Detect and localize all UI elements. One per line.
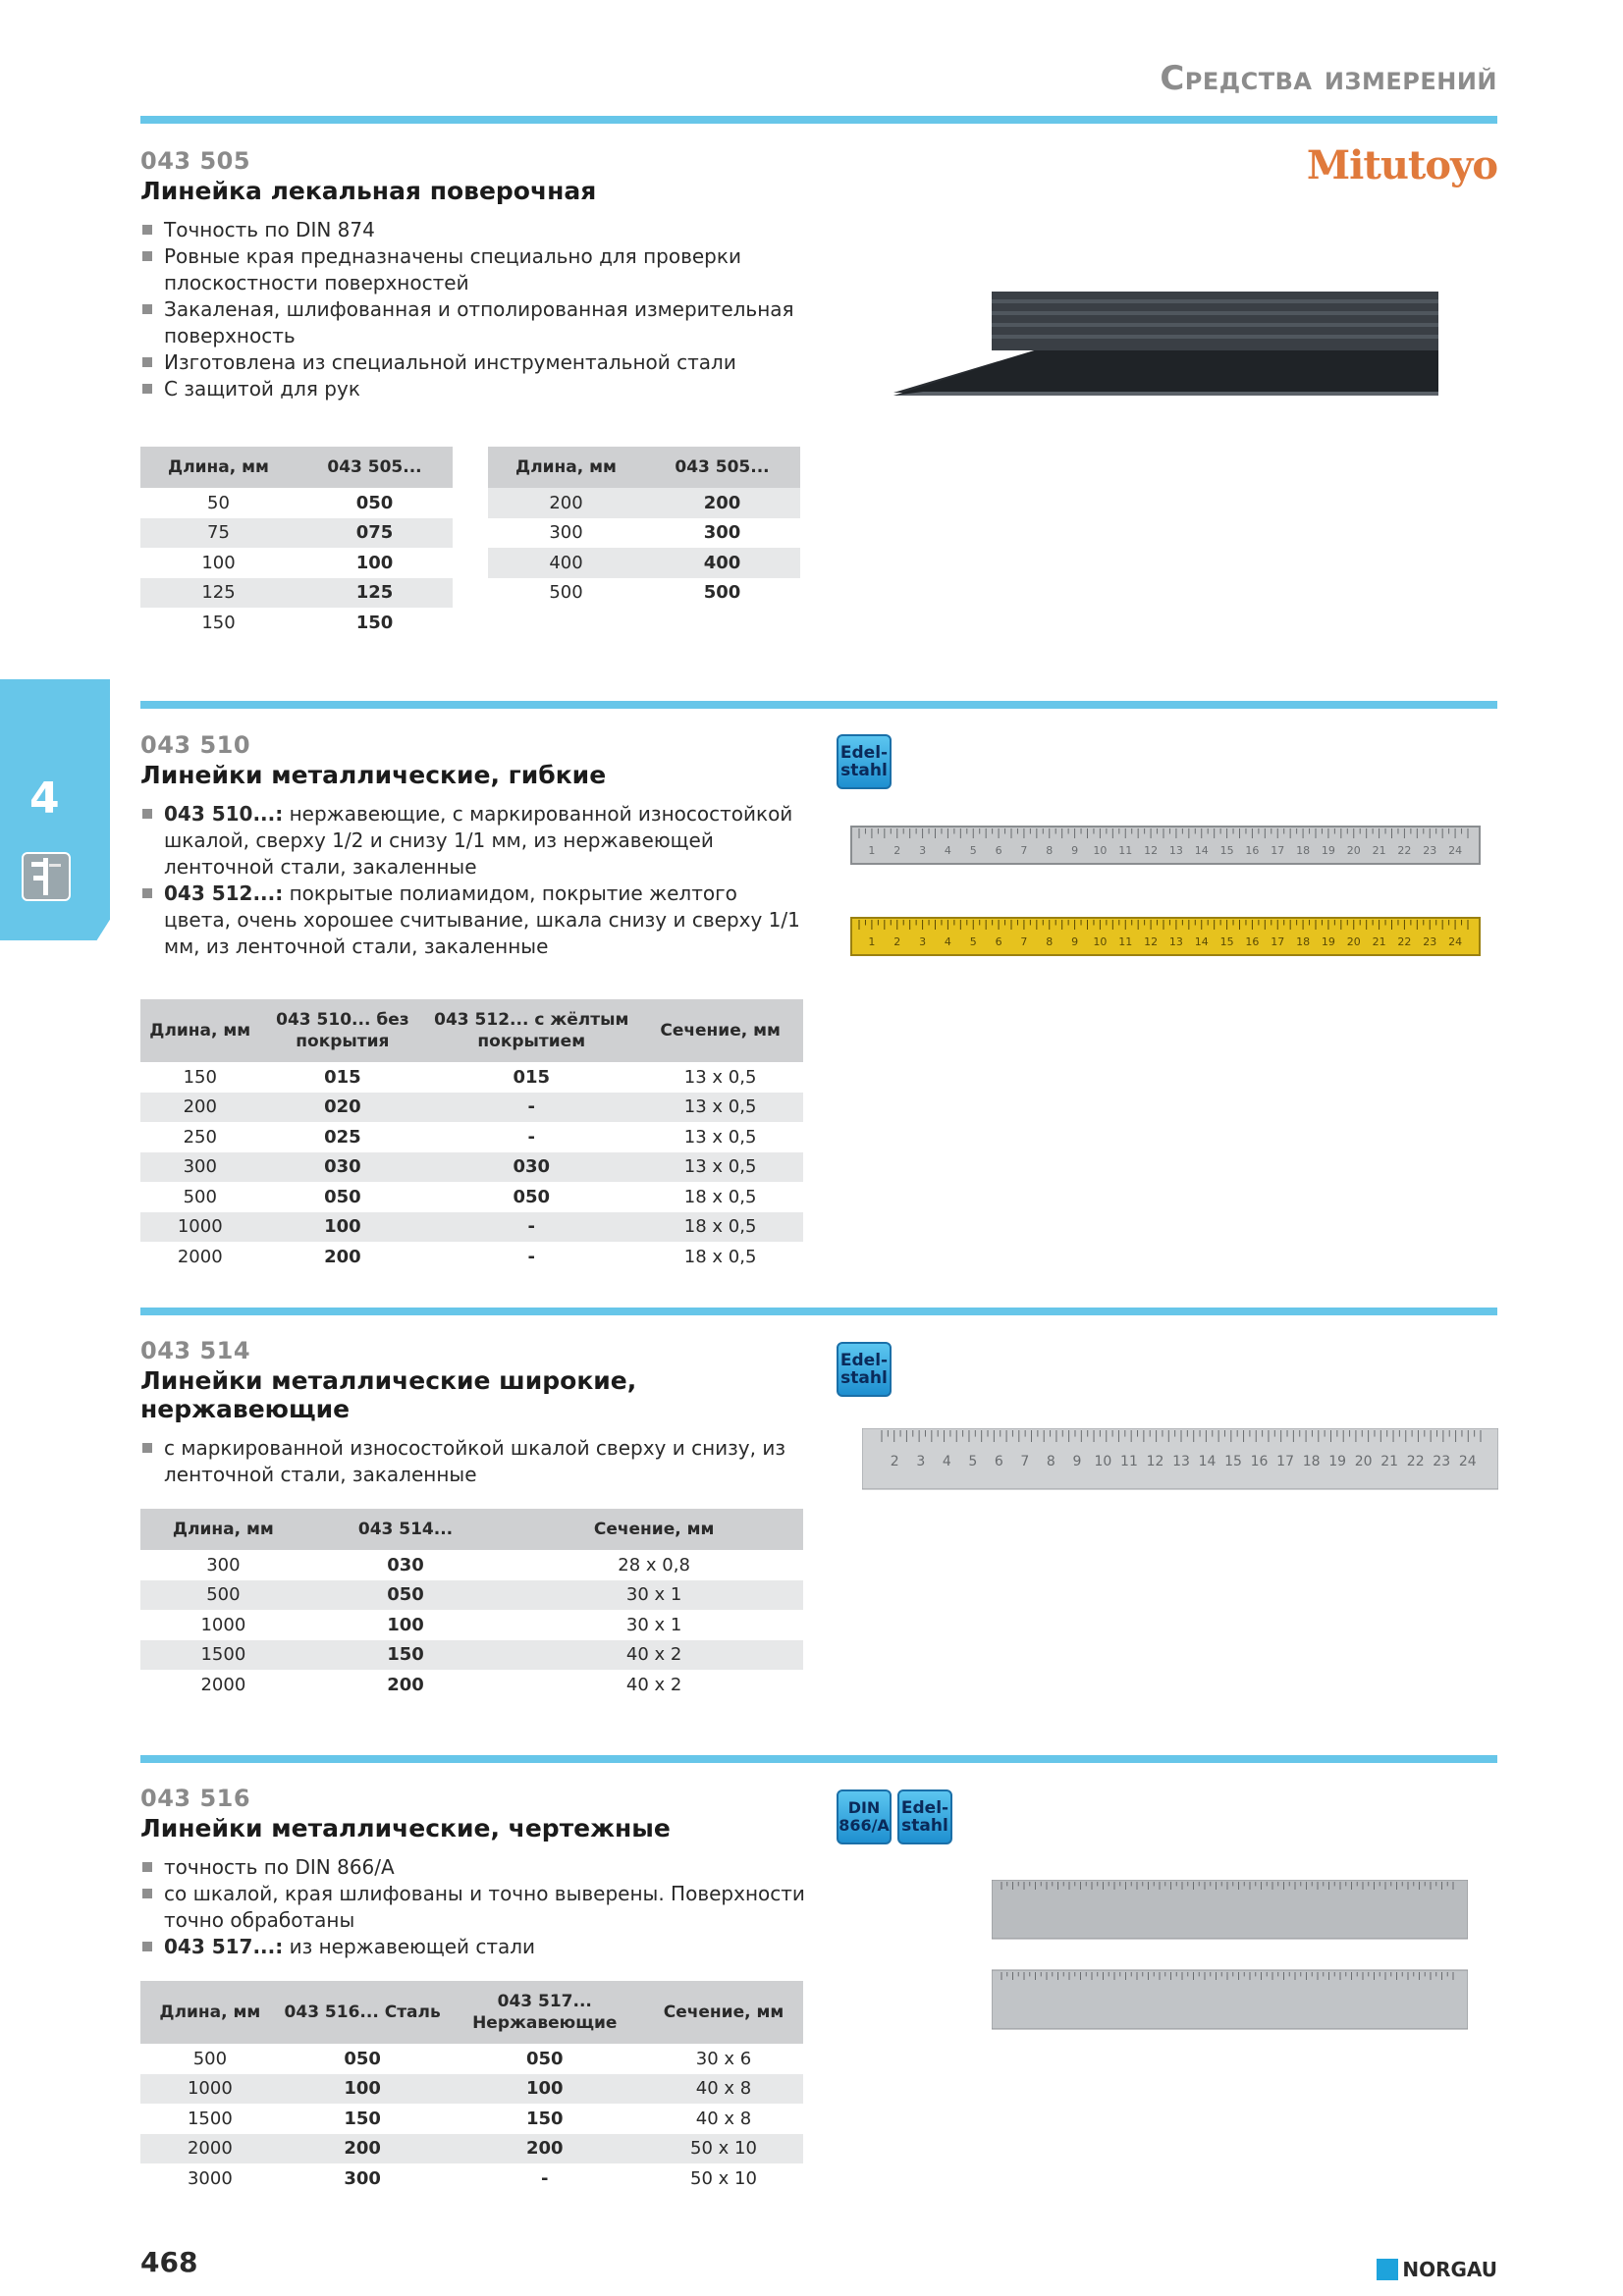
ruler-number: 16 <box>1250 1454 1269 1469</box>
table-cell: 1500 <box>140 1640 306 1671</box>
feature-item <box>140 1934 808 1960</box>
table-cell: 100 <box>387 1614 424 1635</box>
table-cell: 030 <box>387 1554 424 1575</box>
feature-item: Закаленая, шлифованная и отполированная измерительная поверхность <box>140 296 828 349</box>
caliper-icon <box>22 852 71 901</box>
ruler-number: 11 <box>1120 1454 1138 1469</box>
ruler-number: 16 <box>1245 844 1260 857</box>
wide-ruler-image <box>862 1428 1498 1491</box>
ruler-number: 9 <box>1071 935 1079 948</box>
ruler-number: 3 <box>919 844 927 857</box>
ruler-number: 2 <box>893 844 901 857</box>
feature-item <box>140 881 808 960</box>
section-043-505 <box>140 147 828 402</box>
table-row <box>140 2074 803 2105</box>
chapter-number: 4 <box>29 774 60 824</box>
table-cell: 500 <box>192 2048 228 2069</box>
table-cell: 050 <box>513 1186 551 1207</box>
cell-code: 400 <box>644 548 800 578</box>
table-cell: 1000 <box>140 1212 260 1243</box>
ruler-number: 4 <box>944 844 951 857</box>
table-cell: 30 x 1 <box>625 1614 682 1635</box>
ruler-number: 7 <box>1020 844 1028 857</box>
table-row <box>140 548 453 578</box>
ruler-number: 12 <box>1144 844 1159 857</box>
ruler-number: 23 <box>1433 1454 1451 1469</box>
ruler-number: 2 <box>890 1454 899 1469</box>
feature-text: покрытые полиамидом, покрытие желтого цвета, очень хорошее считывание, шкала снизу и сверху 1/1 мм, из ленточной стали, закаленные <box>164 881 800 958</box>
edelstahl-badge: Edel- stahl <box>837 734 892 789</box>
table-cell: 50 x 10 <box>690 2167 757 2189</box>
table-row <box>140 2104 803 2134</box>
cell-length: 150 <box>201 612 236 633</box>
cell-length: 50 <box>207 492 230 513</box>
cell-code: 100 <box>355 552 394 573</box>
table-cell: 150 <box>306 1640 506 1671</box>
header-rule <box>140 116 1497 124</box>
cell-code: 200 <box>644 488 800 518</box>
feature-item: с маркированной износостойкой шкалой сверху и снизу, из ленточной стали, закаленные <box>140 1435 808 1488</box>
product-code: 043 514 <box>140 1337 251 1364</box>
ruler-number: 10 <box>1094 1454 1112 1469</box>
table-row <box>140 1550 803 1580</box>
table-row <box>140 2163 803 2194</box>
section-rule <box>140 1308 1497 1315</box>
table-cell: 3000 <box>187 2167 233 2189</box>
table-row <box>140 518 453 549</box>
ruler-number: 21 <box>1372 935 1386 948</box>
cell-length: 200 <box>488 488 644 518</box>
table-cell: 015 <box>513 1066 551 1088</box>
cell-code: 300 <box>703 522 741 544</box>
ruler-number: 6 <box>995 844 1002 857</box>
col-header: 043 517... Нержавеющие <box>446 1981 645 2044</box>
ruler-number: 19 <box>1321 935 1335 948</box>
table-cell: 2000 <box>200 1674 246 1695</box>
feature-code: 043 512...: <box>164 881 284 905</box>
ruler-number: 1 <box>868 935 876 948</box>
feature-item: со шкалой, края шлифованы и точно выверены. Поверхности точно обработаны <box>140 1881 808 1934</box>
ruler-number: 13 <box>1168 844 1183 857</box>
cell-length: 500 <box>549 582 583 604</box>
cell-code: 500 <box>703 582 741 604</box>
table-cell: 030 <box>425 1152 637 1183</box>
table-row <box>140 1640 803 1671</box>
col-header: Сечение, мм <box>644 1981 803 2044</box>
table-row <box>140 1122 803 1152</box>
ruler-number: 20 <box>1346 844 1361 857</box>
ruler-number: 4 <box>942 1454 951 1469</box>
ruler-number: 24 <box>1458 1454 1477 1469</box>
col-header: Сечение, мм <box>505 1509 803 1550</box>
ruler-number: 8 <box>1046 1454 1055 1469</box>
table-cell: 50 x 10 <box>644 2134 803 2164</box>
col-header: 043 516... Сталь <box>280 1981 446 2044</box>
table-cell: 250 <box>183 1126 217 1148</box>
ruler-number: 14 <box>1198 1454 1217 1469</box>
edelstahl-badge: Edel- stahl <box>837 1342 892 1397</box>
ruler-number: 6 <box>995 935 1002 948</box>
table-cell: 300 <box>140 1152 260 1183</box>
table-row <box>140 1152 803 1183</box>
cell-length: 125 <box>140 578 297 609</box>
drawing-rulers-image <box>992 1880 1468 2037</box>
table-cell: 500 <box>183 1186 217 1207</box>
ruler-number: 24 <box>1448 844 1463 857</box>
table-cell: 40 x 8 <box>695 2108 752 2129</box>
cell-code: 075 <box>297 518 453 549</box>
flexible-rulers-image <box>849 825 1483 972</box>
ruler-number: 21 <box>1372 844 1386 857</box>
section-rule <box>140 701 1497 709</box>
col-header: Длина, мм <box>140 1981 280 2044</box>
table-cell: 100 <box>280 2074 446 2105</box>
product-title: Линейки металлические, чертежные <box>140 1814 671 1842</box>
table-cell: 300 <box>206 1554 241 1575</box>
ruler-number: 14 <box>1194 935 1209 948</box>
table-cell: 2000 <box>177 1246 223 1267</box>
section-043-514 <box>140 1337 808 1488</box>
col-header: Длина, мм <box>488 447 644 488</box>
product-code: 043 510 <box>140 731 251 759</box>
ruler-number: 4 <box>944 935 951 948</box>
ruler-number: 19 <box>1321 844 1335 857</box>
table-row <box>488 578 800 609</box>
feature-item: Ровные края предназначены специально для проверки плоскостности поверхностей <box>140 243 828 296</box>
table-cell: 200 <box>324 1246 361 1267</box>
ruler-number: 20 <box>1346 935 1361 948</box>
table-cell: 150 <box>525 2108 564 2129</box>
product-title: Линейка лекальная поверочная <box>140 177 597 205</box>
ruler-number: 5 <box>969 844 977 857</box>
table-row <box>140 1580 803 1611</box>
ruler-number: 5 <box>968 1454 978 1469</box>
table-row <box>140 1212 803 1243</box>
col-header: 043 512... с жёлтым покрытием <box>425 999 637 1062</box>
table-cell: 050 <box>324 1186 361 1207</box>
ruler-number: 15 <box>1224 1454 1242 1469</box>
mitutoyo-logo: Mitutoyo <box>1306 142 1497 188</box>
ruler-number: 18 <box>1296 844 1311 857</box>
ruler-number: 18 <box>1296 935 1311 948</box>
section-rule <box>140 1755 1497 1763</box>
feature-item: С защитой для рук <box>140 376 828 402</box>
table-cell: 1500 <box>187 2108 233 2129</box>
table-cell: 050 <box>525 2048 564 2069</box>
ruler-number: 12 <box>1144 935 1159 948</box>
cell-length: 400 <box>488 548 644 578</box>
table-cell: 18 x 0,5 <box>683 1186 757 1207</box>
col-header: Длина, мм <box>140 447 297 488</box>
table-cell: - <box>527 1126 535 1148</box>
feature-item <box>140 801 808 881</box>
table-cell: 200 <box>446 2134 645 2164</box>
ruler-number: 7 <box>1020 935 1028 948</box>
cell-length: 100 <box>201 552 236 573</box>
feature-code: 043 510...: <box>164 802 284 826</box>
table-row <box>140 1062 803 1093</box>
norgau-logo <box>1377 2258 1497 2281</box>
table-cell: - <box>425 1212 637 1243</box>
product-code: 043 505 <box>140 147 251 175</box>
table-cell: 40 x 2 <box>625 1674 682 1695</box>
ruler-number: 13 <box>1168 935 1183 948</box>
ruler-number: 17 <box>1276 1454 1295 1469</box>
feature-list <box>140 801 808 960</box>
section-043-516 <box>140 1785 808 1960</box>
table-cell: 200 <box>387 1674 424 1695</box>
table-row <box>140 1670 803 1700</box>
table-row <box>140 2134 803 2164</box>
col-header: Сечение, мм <box>637 999 803 1062</box>
ruler-number: 14 <box>1194 844 1209 857</box>
table-cell: 050 <box>344 2048 381 2069</box>
table-cell: 40 x 2 <box>505 1640 803 1671</box>
ruler-number: 15 <box>1219 844 1234 857</box>
ruler-number: 15 <box>1219 935 1234 948</box>
feature-list <box>140 217 828 402</box>
ruler-number: 8 <box>1046 844 1054 857</box>
table-cell: 13 x 0,5 <box>637 1152 803 1183</box>
feature-item: точность по DIN 866/A <box>140 1854 808 1881</box>
table-cell: 020 <box>260 1093 426 1123</box>
table-cell: 500 <box>140 1580 306 1611</box>
table-row <box>140 608 453 638</box>
table-cell: 025 <box>324 1126 361 1148</box>
page-header-title: Средства измерений <box>1160 59 1497 98</box>
ruler-number: 18 <box>1302 1454 1321 1469</box>
table-cell: 2000 <box>140 2134 280 2164</box>
ruler-number: 22 <box>1406 1454 1425 1469</box>
table-cell: 200 <box>280 2134 446 2164</box>
ruler-number: 17 <box>1271 844 1285 857</box>
ruler-number: 2 <box>893 935 901 948</box>
table-043-510 <box>140 999 803 1272</box>
table-row <box>140 1182 803 1212</box>
ruler-number: 12 <box>1146 1454 1164 1469</box>
table-cell: - <box>541 2167 549 2189</box>
table-row <box>488 488 800 518</box>
col-header: Длина, мм <box>140 999 260 1062</box>
table-row <box>140 1093 803 1123</box>
ruler-number: 21 <box>1380 1454 1399 1469</box>
table-cell: 150 <box>183 1066 217 1088</box>
col-header: 043 505... <box>644 447 800 488</box>
table-row <box>140 1610 803 1640</box>
ruler-number: 3 <box>919 935 927 948</box>
page-number: 468 <box>140 2246 198 2278</box>
ruler-number: 7 <box>1020 1454 1030 1469</box>
ruler-number: 23 <box>1423 844 1437 857</box>
table-cell: 100 <box>446 2074 645 2105</box>
table-cell: 13 x 0,5 <box>637 1093 803 1123</box>
product-title: Линейки металлические широкие, нержавеющие <box>140 1366 637 1423</box>
ruler-number: 5 <box>969 935 977 948</box>
table-cell: 18 x 0,5 <box>683 1246 757 1267</box>
ruler-number: 6 <box>994 1454 1003 1469</box>
edelstahl-badge: Edel- stahl <box>897 1789 952 1844</box>
feature-text: нержавеющие, с маркированной износостойкой шкалой, сверху 1/2 и снизу 1/1 мм, из нержавеющей ленточной стали, закаленные <box>164 802 793 879</box>
ruler-number: 24 <box>1448 935 1463 948</box>
product-title: Линейки металлические, гибкие <box>140 761 607 789</box>
ruler-number: 10 <box>1093 844 1108 857</box>
norgau-logo-mark <box>1377 2259 1398 2280</box>
table-043-516 <box>140 1981 803 2194</box>
cell-code: 125 <box>297 578 453 609</box>
ruler-number: 23 <box>1423 935 1437 948</box>
feature-item: Точность по DIN 874 <box>140 217 828 243</box>
table-043-505-a <box>140 447 453 638</box>
col-header: 043 514... <box>306 1509 506 1550</box>
ruler-number: 20 <box>1354 1454 1373 1469</box>
table-cell: 030 <box>260 1152 426 1183</box>
norgau-logo-text: NORGAU <box>1402 2258 1497 2281</box>
ruler-number: 13 <box>1172 1454 1190 1469</box>
cell-code: 150 <box>355 612 394 633</box>
section-043-510 <box>140 731 808 960</box>
feature-list <box>140 1435 808 1488</box>
ruler-number: 9 <box>1072 1454 1082 1469</box>
cell-code: 050 <box>355 492 394 513</box>
din-866a-badge: DIN 866/A <box>837 1789 892 1844</box>
ruler-number: 11 <box>1118 935 1133 948</box>
table-cell: 40 x 8 <box>644 2074 803 2105</box>
product-code: 043 516 <box>140 1785 251 1812</box>
table-row <box>140 1242 803 1272</box>
straight-edge-image <box>893 290 1443 398</box>
table-043-514 <box>140 1509 803 1700</box>
col-header: 043 510... без покрытия <box>260 999 426 1062</box>
table-row <box>140 578 453 609</box>
ruler-number: 16 <box>1245 935 1260 948</box>
table-cell: 1000 <box>200 1614 246 1635</box>
table-cell: 30 x 1 <box>505 1580 803 1611</box>
table-cell: 200 <box>140 1093 260 1123</box>
ruler-number: 17 <box>1271 935 1285 948</box>
cell-length: 75 <box>140 518 297 549</box>
table-cell: 100 <box>260 1212 426 1243</box>
table-043-505-b <box>488 447 800 608</box>
table-cell: 050 <box>306 1580 506 1611</box>
table-cell: 150 <box>344 2108 381 2129</box>
table-row <box>488 518 800 549</box>
table-cell: 18 x 0,5 <box>637 1212 803 1243</box>
feature-item: Изготовлена из специальной инструментальной стали <box>140 349 828 376</box>
ruler-number: 1 <box>868 844 876 857</box>
feature-code: 043 517...: <box>164 1935 284 1958</box>
ruler-number: 8 <box>1046 935 1054 948</box>
table-cell: 30 x 6 <box>695 2048 752 2069</box>
feature-text: из нержавеющей стали <box>283 1935 536 1958</box>
ruler-number: 19 <box>1328 1454 1347 1469</box>
feature-list <box>140 1854 808 1960</box>
table-cell: 13 x 0,5 <box>683 1066 757 1088</box>
table-cell: 300 <box>344 2167 381 2189</box>
ruler-number: 22 <box>1397 844 1412 857</box>
ruler-number: 9 <box>1071 844 1079 857</box>
table-cell: - <box>527 1246 535 1267</box>
cell-length: 300 <box>549 522 583 544</box>
table-cell: 28 x 0,8 <box>618 1554 690 1575</box>
table-row <box>140 2044 803 2074</box>
ruler-number: 22 <box>1397 935 1412 948</box>
table-row <box>140 488 453 518</box>
ruler-number: 10 <box>1093 935 1108 948</box>
table-row <box>488 548 800 578</box>
ruler-number: 11 <box>1118 844 1133 857</box>
table-cell: 015 <box>324 1066 361 1088</box>
col-header: Длина, мм <box>140 1509 306 1550</box>
col-header: 043 505... <box>297 447 453 488</box>
ruler-number: 3 <box>916 1454 926 1469</box>
table-cell: - <box>425 1093 637 1123</box>
table-cell: 13 x 0,5 <box>683 1126 757 1148</box>
table-cell: 1000 <box>140 2074 280 2105</box>
